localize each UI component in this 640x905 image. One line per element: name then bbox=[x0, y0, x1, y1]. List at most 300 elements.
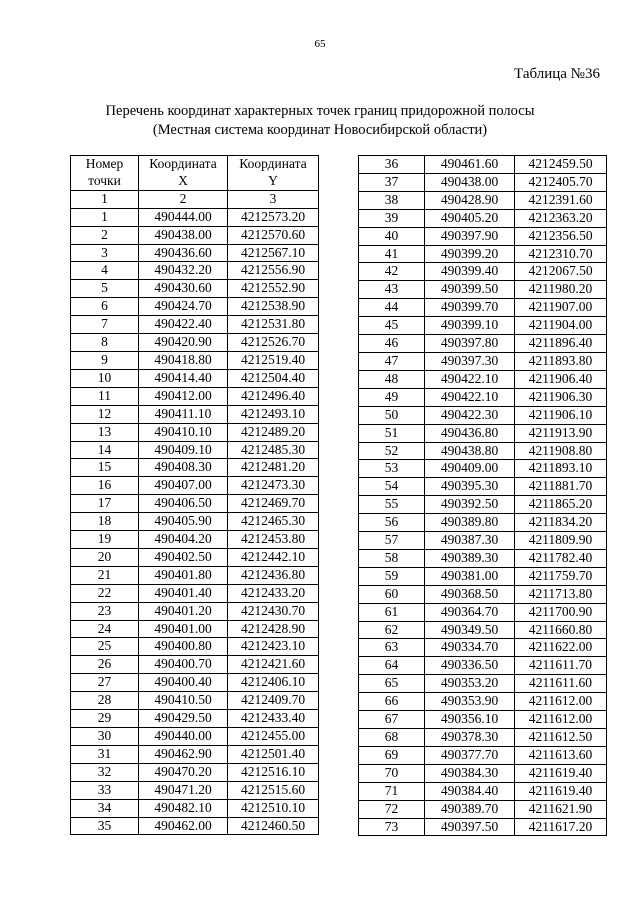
coordinate-y-cell: 4212485.30 bbox=[228, 441, 319, 459]
coordinate-x-cell: 490407.00 bbox=[139, 477, 228, 495]
coordinate-y-cell: 4212421.60 bbox=[228, 656, 319, 674]
coordinate-x-cell: 490397.80 bbox=[425, 335, 515, 353]
coordinate-x-cell: 490336.50 bbox=[425, 657, 515, 675]
coordinate-y-cell: 4211617.20 bbox=[515, 818, 607, 836]
table-row bbox=[359, 496, 607, 514]
coordinate-y-cell: 4212310.70 bbox=[515, 245, 607, 263]
coordinate-y-cell: 4211660.80 bbox=[515, 621, 607, 639]
coordinate-x-cell: 490387.30 bbox=[425, 532, 515, 550]
point-number-cell: 64 bbox=[359, 657, 425, 675]
coordinate-y-cell: 4211980.20 bbox=[515, 281, 607, 299]
table-row bbox=[359, 281, 607, 299]
coordinate-x-cell: 490399.50 bbox=[425, 281, 515, 299]
table-row bbox=[71, 710, 319, 728]
coordinate-y-cell: 4211908.80 bbox=[515, 442, 607, 460]
coordinate-x-cell: 490399.10 bbox=[425, 317, 515, 335]
table-row bbox=[359, 478, 607, 496]
coordinate-y-cell: 4212356.50 bbox=[515, 227, 607, 245]
point-number-cell: 61 bbox=[359, 603, 425, 621]
table-row bbox=[71, 620, 319, 638]
table-row bbox=[71, 531, 319, 549]
table-heading bbox=[0, 102, 640, 140]
column-index-cell: 2 bbox=[139, 190, 228, 208]
table-row bbox=[359, 191, 607, 209]
point-number-cell: 62 bbox=[359, 621, 425, 639]
header-row bbox=[71, 156, 319, 191]
coordinate-x-cell: 490438.80 bbox=[425, 442, 515, 460]
coordinate-x-cell: 490406.50 bbox=[139, 495, 228, 513]
table-row bbox=[359, 711, 607, 729]
point-number-cell: 71 bbox=[359, 782, 425, 800]
coordinate-x-cell: 490334.70 bbox=[425, 639, 515, 657]
header-text: X bbox=[178, 172, 188, 188]
coordinate-y-cell: 4211612.50 bbox=[515, 729, 607, 747]
table-row bbox=[359, 764, 607, 782]
table-row bbox=[71, 387, 319, 405]
point-number-cell: 31 bbox=[71, 745, 139, 763]
coordinate-y-cell: 4211906.10 bbox=[515, 406, 607, 424]
coordinate-y-cell: 4211621.90 bbox=[515, 800, 607, 818]
coordinate-x-cell: 490399.20 bbox=[425, 245, 515, 263]
col-header-x bbox=[139, 156, 228, 191]
point-number-cell: 69 bbox=[359, 746, 425, 764]
coordinate-y-cell: 4212433.20 bbox=[228, 584, 319, 602]
point-number-cell: 65 bbox=[359, 675, 425, 693]
coordinate-x-cell: 490461.60 bbox=[425, 156, 515, 174]
coordinate-y-cell: 4212504.40 bbox=[228, 369, 319, 387]
coordinate-y-cell: 4212363.20 bbox=[515, 209, 607, 227]
coordinate-x-cell: 490422.10 bbox=[425, 388, 515, 406]
table-row bbox=[71, 334, 319, 352]
point-number-cell: 18 bbox=[71, 513, 139, 531]
coordinate-y-cell: 4211619.40 bbox=[515, 782, 607, 800]
coordinate-y-cell: 4212481.20 bbox=[228, 459, 319, 477]
coordinate-x-cell: 490368.50 bbox=[425, 585, 515, 603]
coordinate-x-cell: 490410.10 bbox=[139, 423, 228, 441]
coordinate-x-cell: 490432.20 bbox=[139, 262, 228, 280]
point-number-cell: 48 bbox=[359, 370, 425, 388]
coordinate-x-cell: 490410.50 bbox=[139, 692, 228, 710]
coordinate-y-cell: 4212436.80 bbox=[228, 566, 319, 584]
coordinate-x-cell: 490422.40 bbox=[139, 316, 228, 334]
table-row bbox=[359, 299, 607, 317]
point-number-cell: 36 bbox=[359, 156, 425, 174]
coordinate-y-cell: 4212433.40 bbox=[228, 710, 319, 728]
coordinate-y-cell: 4211612.00 bbox=[515, 693, 607, 711]
point-number-cell: 7 bbox=[71, 316, 139, 334]
coordinate-y-cell: 4212455.00 bbox=[228, 728, 319, 746]
coordinate-x-cell: 490400.80 bbox=[139, 638, 228, 656]
table-row bbox=[71, 280, 319, 298]
table-row bbox=[359, 209, 607, 227]
table-row bbox=[359, 245, 607, 263]
table-row bbox=[71, 298, 319, 316]
coordinate-y-cell: 4212459.50 bbox=[515, 156, 607, 174]
point-number-cell: 13 bbox=[71, 423, 139, 441]
coordinate-x-cell: 490405.20 bbox=[425, 209, 515, 227]
point-number-cell: 20 bbox=[71, 548, 139, 566]
table-row bbox=[359, 818, 607, 836]
point-number-cell: 37 bbox=[359, 173, 425, 191]
coordinate-y-cell: 4212515.60 bbox=[228, 781, 319, 799]
point-number-cell: 16 bbox=[71, 477, 139, 495]
coordinate-y-cell: 4211759.70 bbox=[515, 567, 607, 585]
header-text: точки bbox=[88, 172, 121, 188]
coordinate-x-cell: 490422.30 bbox=[425, 406, 515, 424]
point-number-cell: 2 bbox=[71, 226, 139, 244]
coordinate-y-cell: 4212442.10 bbox=[228, 548, 319, 566]
column-index-row bbox=[71, 190, 319, 208]
column-index-cell: 3 bbox=[228, 190, 319, 208]
table-row bbox=[359, 514, 607, 532]
table-row bbox=[359, 263, 607, 281]
coordinate-x-cell: 490401.00 bbox=[139, 620, 228, 638]
table-row bbox=[71, 584, 319, 602]
coordinate-x-cell: 490378.30 bbox=[425, 729, 515, 747]
coordinate-x-cell: 490400.40 bbox=[139, 674, 228, 692]
table-row bbox=[359, 460, 607, 478]
point-number-cell: 56 bbox=[359, 514, 425, 532]
table-row bbox=[71, 351, 319, 369]
point-number-cell: 24 bbox=[71, 620, 139, 638]
coordinate-y-cell: 4212516.10 bbox=[228, 763, 319, 781]
point-number-cell: 30 bbox=[71, 728, 139, 746]
table-row bbox=[71, 423, 319, 441]
point-number-cell: 5 bbox=[71, 280, 139, 298]
coordinate-x-cell: 490397.50 bbox=[425, 818, 515, 836]
coordinate-x-cell: 490462.90 bbox=[139, 745, 228, 763]
point-number-cell: 34 bbox=[71, 799, 139, 817]
coordinate-y-cell: 4211809.90 bbox=[515, 532, 607, 550]
coordinate-x-cell: 490409.10 bbox=[139, 441, 228, 459]
table-row bbox=[359, 603, 607, 621]
coordinate-y-cell: 4211904.00 bbox=[515, 317, 607, 335]
table-row bbox=[71, 405, 319, 423]
point-number-cell: 9 bbox=[71, 351, 139, 369]
coordinate-x-cell: 490438.00 bbox=[139, 226, 228, 244]
coordinate-x-cell: 490430.60 bbox=[139, 280, 228, 298]
coordinates-table-right bbox=[358, 155, 607, 836]
point-number-cell: 54 bbox=[359, 478, 425, 496]
coordinate-x-cell: 490384.40 bbox=[425, 782, 515, 800]
table-row bbox=[71, 728, 319, 746]
point-number-cell: 43 bbox=[359, 281, 425, 299]
coordinate-x-cell: 490384.30 bbox=[425, 764, 515, 782]
table-row bbox=[359, 782, 607, 800]
coordinate-y-cell: 4212489.20 bbox=[228, 423, 319, 441]
point-number-cell: 21 bbox=[71, 566, 139, 584]
point-number-cell: 44 bbox=[359, 299, 425, 317]
coordinate-y-cell: 4211619.40 bbox=[515, 764, 607, 782]
coordinate-y-cell: 4211700.90 bbox=[515, 603, 607, 621]
coordinate-y-cell: 4212430.70 bbox=[228, 602, 319, 620]
table-row bbox=[359, 173, 607, 191]
coordinate-x-cell: 490424.70 bbox=[139, 298, 228, 316]
coordinate-y-cell: 4212538.90 bbox=[228, 298, 319, 316]
point-number-cell: 63 bbox=[359, 639, 425, 657]
table-row bbox=[71, 763, 319, 781]
coordinate-x-cell: 490395.30 bbox=[425, 478, 515, 496]
table-row bbox=[359, 335, 607, 353]
table-row bbox=[71, 316, 319, 334]
point-number-cell: 39 bbox=[359, 209, 425, 227]
col-header-y bbox=[228, 156, 319, 191]
coordinate-y-cell: 4211612.00 bbox=[515, 711, 607, 729]
coordinate-x-cell: 490401.40 bbox=[139, 584, 228, 602]
table-row bbox=[359, 621, 607, 639]
coordinate-y-cell: 4211906.40 bbox=[515, 370, 607, 388]
point-number-cell: 70 bbox=[359, 764, 425, 782]
coordinate-x-cell: 490399.40 bbox=[425, 263, 515, 281]
table-row bbox=[71, 441, 319, 459]
coordinate-x-cell: 490438.00 bbox=[425, 173, 515, 191]
point-number-cell: 22 bbox=[71, 584, 139, 602]
point-number-cell: 46 bbox=[359, 335, 425, 353]
coordinate-y-cell: 4212409.70 bbox=[228, 692, 319, 710]
table-row bbox=[359, 424, 607, 442]
coordinate-y-cell: 4211881.70 bbox=[515, 478, 607, 496]
coordinate-y-cell: 4211834.20 bbox=[515, 514, 607, 532]
coordinate-x-cell: 490401.20 bbox=[139, 602, 228, 620]
point-number-cell: 51 bbox=[359, 424, 425, 442]
coordinate-y-cell: 4212567.10 bbox=[228, 244, 319, 262]
table-row bbox=[359, 317, 607, 335]
table-row bbox=[359, 549, 607, 567]
table-row bbox=[359, 746, 607, 764]
point-number-cell: 25 bbox=[71, 638, 139, 656]
point-number-cell: 41 bbox=[359, 245, 425, 263]
coordinate-y-cell: 4212501.40 bbox=[228, 745, 319, 763]
table-row bbox=[71, 817, 319, 835]
point-number-cell: 72 bbox=[359, 800, 425, 818]
coordinate-x-cell: 490389.80 bbox=[425, 514, 515, 532]
col-header-number bbox=[71, 156, 139, 191]
coordinate-x-cell: 490397.30 bbox=[425, 352, 515, 370]
point-number-cell: 32 bbox=[71, 763, 139, 781]
coordinate-y-cell: 4211713.80 bbox=[515, 585, 607, 603]
coordinate-x-cell: 490429.50 bbox=[139, 710, 228, 728]
point-number-cell: 60 bbox=[359, 585, 425, 603]
coordinate-y-cell: 4212573.20 bbox=[228, 208, 319, 226]
coordinate-y-cell: 4211907.00 bbox=[515, 299, 607, 317]
coordinate-x-cell: 490399.70 bbox=[425, 299, 515, 317]
coordinate-x-cell: 490353.20 bbox=[425, 675, 515, 693]
coordinate-x-cell: 490389.70 bbox=[425, 800, 515, 818]
coordinate-y-cell: 4212453.80 bbox=[228, 531, 319, 549]
coordinate-x-cell: 490392.50 bbox=[425, 496, 515, 514]
table-row bbox=[71, 369, 319, 387]
table-row bbox=[71, 226, 319, 244]
table-row bbox=[359, 567, 607, 585]
table-row bbox=[71, 244, 319, 262]
table-row bbox=[359, 227, 607, 245]
point-number-cell: 38 bbox=[359, 191, 425, 209]
point-number-cell: 73 bbox=[359, 818, 425, 836]
coordinate-y-cell: 4212552.90 bbox=[228, 280, 319, 298]
coordinate-x-cell: 490356.10 bbox=[425, 711, 515, 729]
table-row bbox=[71, 459, 319, 477]
heading-line-1: Перечень координат характерных точек границ придорожной полосы bbox=[105, 103, 535, 119]
coordinate-y-cell: 4211622.00 bbox=[515, 639, 607, 657]
coordinate-x-cell: 490404.20 bbox=[139, 531, 228, 549]
point-number-cell: 19 bbox=[71, 531, 139, 549]
point-number-cell: 53 bbox=[359, 460, 425, 478]
coordinate-x-cell: 490397.90 bbox=[425, 227, 515, 245]
table-row bbox=[71, 208, 319, 226]
coordinate-x-cell: 490381.00 bbox=[425, 567, 515, 585]
coordinate-y-cell: 4211906.30 bbox=[515, 388, 607, 406]
coordinate-y-cell: 4212473.30 bbox=[228, 477, 319, 495]
table-row bbox=[71, 548, 319, 566]
table-row bbox=[71, 656, 319, 674]
point-number-cell: 6 bbox=[71, 298, 139, 316]
point-number-cell: 47 bbox=[359, 352, 425, 370]
coordinate-y-cell: 4212067.50 bbox=[515, 263, 607, 281]
table-row bbox=[71, 799, 319, 817]
table-row bbox=[71, 477, 319, 495]
coordinate-y-cell: 4211865.20 bbox=[515, 496, 607, 514]
page-number: 65 bbox=[314, 38, 326, 50]
point-number-cell: 17 bbox=[71, 495, 139, 513]
point-number-cell: 45 bbox=[359, 317, 425, 335]
point-number-cell: 14 bbox=[71, 441, 139, 459]
table-row bbox=[359, 800, 607, 818]
coordinate-y-cell: 4212391.60 bbox=[515, 191, 607, 209]
table-row bbox=[359, 657, 607, 675]
coordinate-x-cell: 490436.80 bbox=[425, 424, 515, 442]
point-number-cell: 57 bbox=[359, 532, 425, 550]
point-number-cell: 15 bbox=[71, 459, 139, 477]
point-number-cell: 3 bbox=[71, 244, 139, 262]
point-number-cell: 52 bbox=[359, 442, 425, 460]
coordinate-x-cell: 490420.90 bbox=[139, 334, 228, 352]
coordinate-y-cell: 4211896.40 bbox=[515, 335, 607, 353]
coordinate-x-cell: 490414.40 bbox=[139, 369, 228, 387]
coordinate-y-cell: 4212428.90 bbox=[228, 620, 319, 638]
table-row bbox=[359, 406, 607, 424]
table-row bbox=[71, 638, 319, 656]
point-number-cell: 40 bbox=[359, 227, 425, 245]
coordinate-x-cell: 490353.90 bbox=[425, 693, 515, 711]
point-number-cell: 67 bbox=[359, 711, 425, 729]
table-row bbox=[71, 495, 319, 513]
coordinate-y-cell: 4212460.50 bbox=[228, 817, 319, 835]
table-row bbox=[359, 693, 607, 711]
coordinate-y-cell: 4211913.90 bbox=[515, 424, 607, 442]
coordinate-x-cell: 490482.10 bbox=[139, 799, 228, 817]
column-index-cell: 1 bbox=[71, 190, 139, 208]
header-text: Координата bbox=[239, 156, 307, 171]
header-text: Координата bbox=[149, 156, 217, 171]
table-row bbox=[71, 692, 319, 710]
coordinate-x-cell: 490409.00 bbox=[425, 460, 515, 478]
table-row bbox=[71, 781, 319, 799]
coordinate-y-cell: 4212526.70 bbox=[228, 334, 319, 352]
coordinate-y-cell: 4212423.10 bbox=[228, 638, 319, 656]
point-number-cell: 1 bbox=[71, 208, 139, 226]
point-number-cell: 35 bbox=[71, 817, 139, 835]
table-row bbox=[71, 262, 319, 280]
coordinate-x-cell: 490436.60 bbox=[139, 244, 228, 262]
table-row bbox=[71, 745, 319, 763]
coordinate-y-cell: 4212510.10 bbox=[228, 799, 319, 817]
point-number-cell: 27 bbox=[71, 674, 139, 692]
coordinate-y-cell: 4212465.30 bbox=[228, 513, 319, 531]
coordinate-x-cell: 490349.50 bbox=[425, 621, 515, 639]
table-row bbox=[359, 442, 607, 460]
coordinate-y-cell: 4212519.40 bbox=[228, 351, 319, 369]
coordinate-x-cell: 490400.70 bbox=[139, 656, 228, 674]
point-number-cell: 23 bbox=[71, 602, 139, 620]
point-number-cell: 49 bbox=[359, 388, 425, 406]
coordinate-x-cell: 490411.10 bbox=[139, 405, 228, 423]
table-row bbox=[359, 156, 607, 174]
coordinate-x-cell: 490428.90 bbox=[425, 191, 515, 209]
coordinate-y-cell: 4211782.40 bbox=[515, 549, 607, 567]
coordinate-x-cell: 490440.00 bbox=[139, 728, 228, 746]
coordinate-x-cell: 490462.00 bbox=[139, 817, 228, 835]
coordinate-y-cell: 4212469.70 bbox=[228, 495, 319, 513]
heading-line-2: (Местная система координат Новосибирской области) bbox=[152, 122, 488, 138]
coordinate-x-cell: 490377.70 bbox=[425, 746, 515, 764]
coordinate-y-cell: 4212531.80 bbox=[228, 316, 319, 334]
header-text: Номер bbox=[85, 156, 124, 171]
coordinate-x-cell: 490364.70 bbox=[425, 603, 515, 621]
point-number-cell: 58 bbox=[359, 549, 425, 567]
table-row bbox=[71, 602, 319, 620]
coordinate-y-cell: 4211613.60 bbox=[515, 746, 607, 764]
coordinate-y-cell: 4212570.60 bbox=[228, 226, 319, 244]
point-number-cell: 28 bbox=[71, 692, 139, 710]
coordinate-x-cell: 490389.30 bbox=[425, 549, 515, 567]
coordinate-x-cell: 490418.80 bbox=[139, 351, 228, 369]
coordinate-y-cell: 4211611.70 bbox=[515, 657, 607, 675]
point-number-cell: 59 bbox=[359, 567, 425, 585]
point-number-cell: 10 bbox=[71, 369, 139, 387]
point-number-cell: 55 bbox=[359, 496, 425, 514]
point-number-cell: 66 bbox=[359, 693, 425, 711]
coordinate-y-cell: 4212493.10 bbox=[228, 405, 319, 423]
table-row bbox=[359, 370, 607, 388]
point-number-cell: 29 bbox=[71, 710, 139, 728]
table-row bbox=[359, 639, 607, 657]
coordinate-x-cell: 490470.20 bbox=[139, 763, 228, 781]
table-row bbox=[71, 674, 319, 692]
coordinate-x-cell: 490444.00 bbox=[139, 208, 228, 226]
coordinate-x-cell: 490402.50 bbox=[139, 548, 228, 566]
table-row bbox=[359, 729, 607, 747]
header-text: Y bbox=[268, 172, 278, 188]
coordinate-x-cell: 490405.90 bbox=[139, 513, 228, 531]
table-row bbox=[71, 513, 319, 531]
coordinate-y-cell: 4211611.60 bbox=[515, 675, 607, 693]
point-number-cell: 8 bbox=[71, 334, 139, 352]
point-number-cell: 4 bbox=[71, 262, 139, 280]
coordinate-y-cell: 4212405.70 bbox=[515, 173, 607, 191]
coordinate-x-cell: 490401.80 bbox=[139, 566, 228, 584]
table-row bbox=[359, 585, 607, 603]
point-number-cell: 42 bbox=[359, 263, 425, 281]
point-number-cell: 11 bbox=[71, 387, 139, 405]
point-number-cell: 12 bbox=[71, 405, 139, 423]
table-row bbox=[359, 532, 607, 550]
table-row bbox=[71, 566, 319, 584]
coordinate-y-cell: 4212556.90 bbox=[228, 262, 319, 280]
coordinate-x-cell: 490408.30 bbox=[139, 459, 228, 477]
point-number-cell: 33 bbox=[71, 781, 139, 799]
table-row bbox=[359, 352, 607, 370]
point-number-cell: 26 bbox=[71, 656, 139, 674]
